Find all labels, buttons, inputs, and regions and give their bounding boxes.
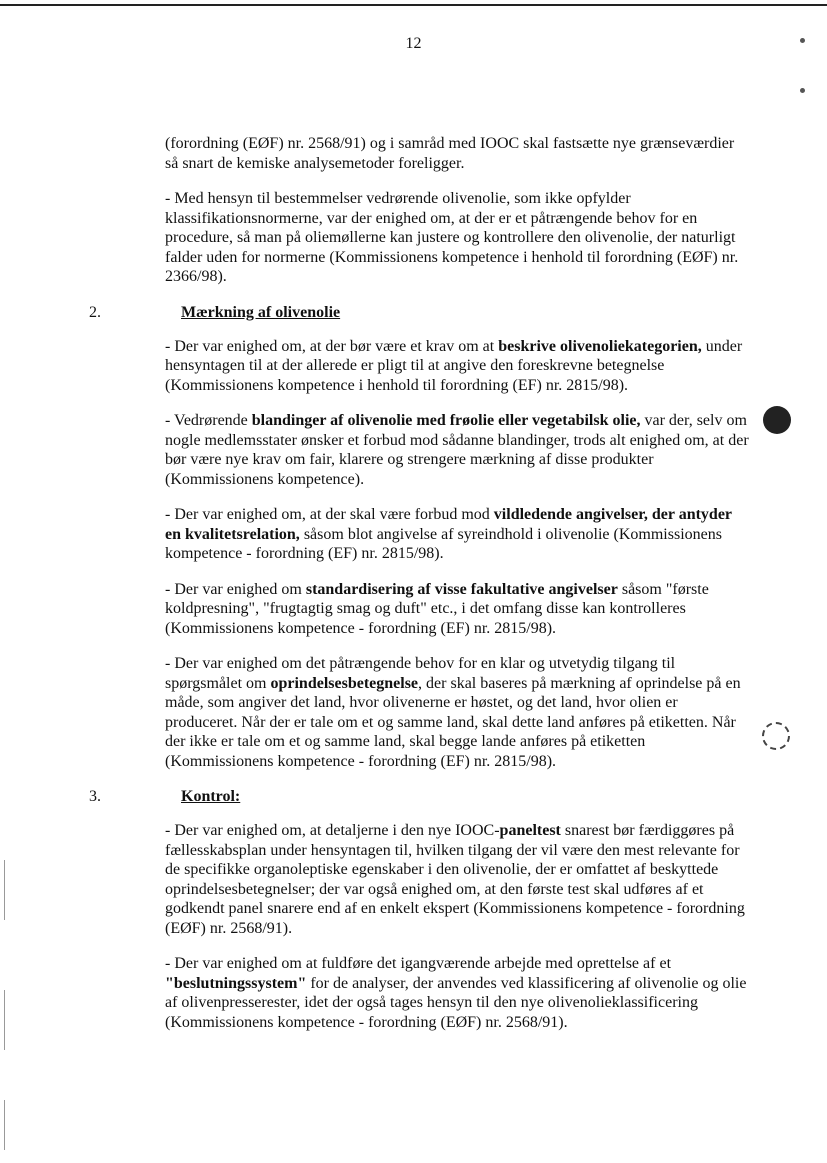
paragraph: - Med hensyn til bestemmelser vedrørende olivenolie, som ikke opfylder klassifikationsnormerne, var der enighed om, at der er et påtrængende behov for en procedure, så man på oliemøllerne kan justere og kontrollere den olivenolie, der naturligt falder uden for normerne (Kommissionens kompetence i henhold til forordning (EØF) nr. 2366/98). xyxy=(165,190,739,285)
paragraph: - Der var enighed om at fuldføre det igangværende arbejde med oprettelse af et "beslutningssystem" for de analyser, der anvendes ved klassificering af olivenolie og olie af olivenpresserester, idet der også tages hensyn til den nye olivenolieklassificering (Kommissionens kompetence - forordning (EØF) nr. 2568/91). xyxy=(165,955,747,1031)
page-number: 12 xyxy=(405,35,422,52)
margin-scan-line xyxy=(4,990,5,1050)
paragraph: - Der var enighed om det påtrængende behov for en klar og utvetydig tilgang til spørgsmålet om oprindelsesbetegnelse, der skal baseres på mærkning af oprindelse på en måde, som angiver det land, hvor olivenerne er høstet, og det land, hvor olien er produceret. Når der er tale om et og samme land, skal dette land anføres på etiketten. Når der ikke er tale om et og samme land, skal begge lande anføres på etiketten (Kommissionens kompetence - forordning (EF) nr. 2815/98). xyxy=(165,655,741,770)
section-heading-3 xyxy=(89,787,750,807)
paragraph: - Der var enighed om, at der skal være forbud mod vildledende angivelser, der antyder en kvalitetsrelation, såsom blot angivelse af syreindhold i olivenolie (Kommissionens kompetence - forordning (EF) nr. 2815/98). xyxy=(165,506,732,562)
paragraph: - Vedrørende blandinger af olivenolie med frøolie eller vegetabilsk olie, var der, selv om nogle medlemsstater ønsker et forbud mod sådanne blandinger, trods alt enighed om, at der bør være nye krav om fair, klarere og strengere mærkning af disse produkter (Kommissionens kompetence). xyxy=(165,412,749,488)
margin-dot-mark xyxy=(800,38,805,43)
paragraph: (forordning (EØF) nr. 2568/91) og i samråd med IOOC skal fastsætte nye grænseværdier så snart de kemiske analysemetoder foreligger. xyxy=(165,135,735,172)
section-title: Mærkning af olivenolie xyxy=(181,303,341,321)
document-body xyxy=(89,134,750,1048)
paragraph: - Der var enighed om, at der bør være et krav om at beskrive olivenoliekategorien, under hensyntagen til at der allerede er pligt til at angive den foreskrevne betegnelse (Kommissionens kompetence i henhold til forordning (EF) nr. 2815/98). xyxy=(165,337,743,394)
punch-hole-mark xyxy=(763,406,791,434)
section-number: 2. xyxy=(89,303,101,321)
margin-scan-line xyxy=(4,1100,5,1150)
top-border-rule xyxy=(0,4,827,6)
section-title: Kontrol: xyxy=(181,788,241,805)
section-number: 3. xyxy=(89,788,101,805)
margin-dot-mark xyxy=(800,88,805,93)
margin-scan-line xyxy=(4,860,5,920)
paragraph: - Der var enighed om, at detaljerne i den nye IOOC-paneltest snarest bør færdiggøres på fællesskabsplan under hensyntagen til, hvilken tilgang der vil være den mest relevante for de specifikke organoleptiske egenskaber i den olivenolie, der er omfattet af beskyttede oprindelsesbetegnelser; der var også enighed om, at den første test skal udføres af et godkendt panel snarere end af en enkelt ekspert (Kommissionens kompetence - forordning (EØF) nr. 2568/91). xyxy=(165,822,745,937)
paragraph: - Der var enighed om standardisering af visse fakultative angivelser såsom "første koldpresning", "frugtagtig smag og duft" etc., i det omfang disse kan kontrolleres (Kommissionens kompetence - forordning (EF) nr. 2815/98). xyxy=(165,580,709,637)
section-heading-2 xyxy=(89,303,750,323)
punch-hole-ring-mark xyxy=(762,722,790,750)
